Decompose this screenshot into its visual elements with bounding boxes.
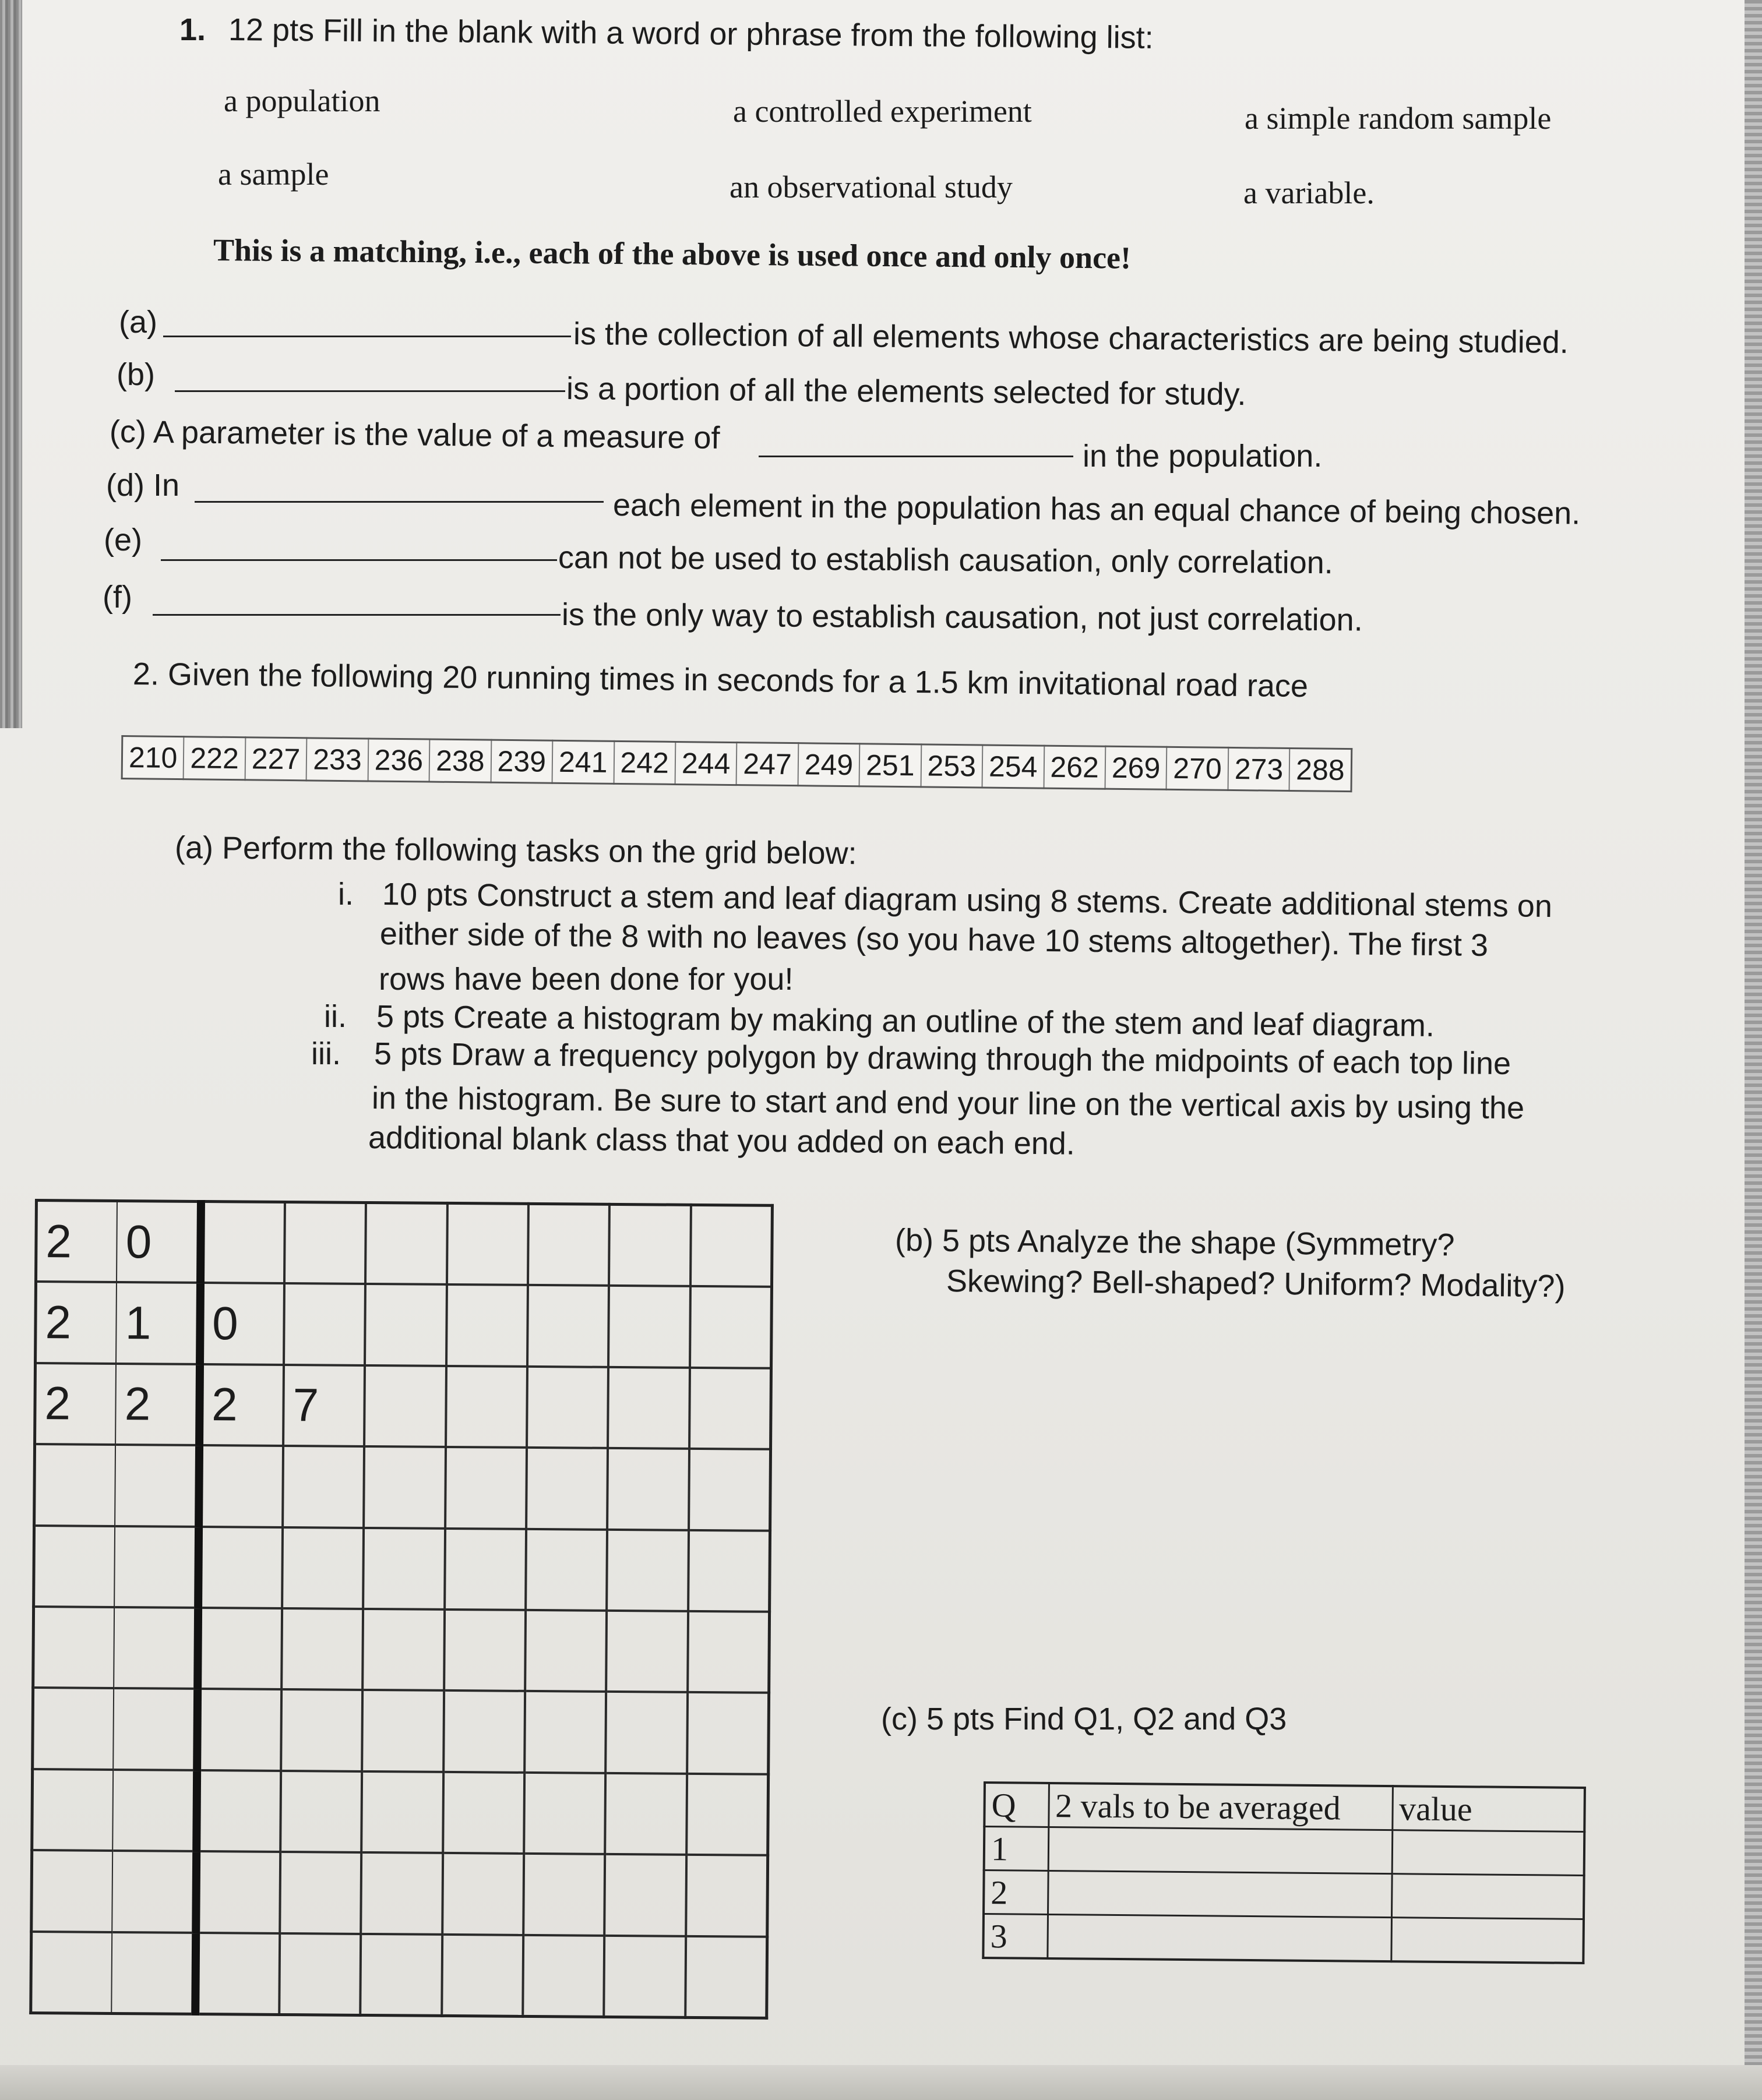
task-i-line-1: 10 pts Construct a stem and leaf diagram using 8 stems. Create additional stems on bbox=[382, 877, 1553, 924]
leaf-cell[interactable] bbox=[607, 1448, 689, 1530]
leaf-cell[interactable] bbox=[281, 1689, 362, 1771]
leaf-cell[interactable] bbox=[443, 1690, 525, 1772]
leaf-cell[interactable] bbox=[607, 1529, 688, 1611]
choice-observational-study: an observational study bbox=[730, 170, 1013, 204]
running-time-cell: 273 bbox=[1228, 747, 1289, 790]
choice-variable: a variable. bbox=[1243, 175, 1375, 210]
stem-cell[interactable]: 2 bbox=[115, 1364, 199, 1445]
stem-cell[interactable] bbox=[34, 1526, 115, 1607]
leaf-cell[interactable] bbox=[364, 1365, 446, 1447]
item-a-label: (a) bbox=[119, 305, 157, 340]
leaf-cell[interactable] bbox=[196, 1770, 281, 1852]
leaf-cell[interactable] bbox=[195, 1932, 280, 2014]
stem-cell[interactable] bbox=[31, 1932, 112, 2014]
quartile-label: 1 bbox=[984, 1827, 1049, 1871]
leaf-cell[interactable] bbox=[524, 1691, 606, 1773]
leaf-cell[interactable] bbox=[527, 1285, 609, 1367]
stem-cell[interactable] bbox=[115, 1445, 199, 1526]
stem-cell[interactable] bbox=[34, 1444, 116, 1526]
leaf-cell[interactable] bbox=[446, 1366, 527, 1448]
leaf-cell[interactable] bbox=[365, 1202, 447, 1284]
leaf-cell[interactable] bbox=[605, 1773, 686, 1855]
running-time-cell: 253 bbox=[921, 744, 982, 788]
stem-cell[interactable] bbox=[32, 1769, 114, 1851]
running-time-cell: 270 bbox=[1167, 747, 1228, 790]
leaf-cell[interactable] bbox=[444, 1610, 526, 1691]
leaf-cell[interactable] bbox=[605, 1692, 687, 1773]
item-a-text: is the collection of all elements whose characteristics are being studied. bbox=[573, 316, 1569, 360]
leaf-cell[interactable] bbox=[608, 1367, 689, 1449]
running-time-cell: 269 bbox=[1105, 746, 1167, 789]
grid-row bbox=[36, 1282, 772, 1368]
leaf-cell[interactable] bbox=[525, 1610, 607, 1692]
leaf-cell[interactable] bbox=[690, 1205, 773, 1287]
q2-header: 2. Given the following 20 running times in seconds for a 1.5 km invitational road race bbox=[132, 657, 1309, 704]
leaf-cell[interactable] bbox=[527, 1367, 608, 1448]
part-b-line-2: Skewing? Bell-shaped? Uniform? Modality?) bbox=[946, 1263, 1566, 1304]
task-i-line-2: either side of the 8 with no leaves (so you have 10 stems altogether). The first 3 bbox=[379, 916, 1489, 963]
leaf-cell[interactable] bbox=[523, 1935, 604, 2017]
table-surface bbox=[0, 2065, 1762, 2100]
running-time-cell: 227 bbox=[245, 737, 306, 781]
item-e-text: can not be used to establish causation, only correlation. bbox=[558, 540, 1334, 581]
stem-cell[interactable] bbox=[33, 1607, 115, 1688]
leaf-cell[interactable] bbox=[198, 1608, 282, 1689]
stem-cell[interactable]: 2 bbox=[36, 1201, 118, 1283]
stem-cell[interactable] bbox=[31, 1850, 113, 1932]
part-a-instruction: (a) Perform the following tasks on the grid below: bbox=[174, 830, 857, 871]
stem-cell[interactable] bbox=[112, 1851, 196, 1932]
quartile-row bbox=[984, 1870, 1584, 1919]
stem-cell[interactable]: 1 bbox=[116, 1282, 200, 1364]
leaf-cell[interactable] bbox=[609, 1204, 690, 1286]
leaf-cell[interactable] bbox=[526, 1529, 607, 1610]
leaf-cell[interactable] bbox=[361, 1852, 443, 1934]
task-iii-line-1: 5 pts Draw a frequency polygon by drawing through the midpoints of each top line bbox=[373, 1036, 1511, 1082]
quartile-label: 3 bbox=[983, 1914, 1048, 1958]
q1-header: 12 pts Fill in the blank with a word or phrase from the following list: bbox=[228, 12, 1154, 55]
quartile-header-row bbox=[984, 1783, 1585, 1831]
quartile-header: 2 vals to be averaged bbox=[1048, 1783, 1393, 1830]
running-time-cell: 233 bbox=[306, 738, 368, 781]
quartile-answer-cell[interactable] bbox=[1048, 1870, 1392, 1917]
page-edge-left bbox=[0, 0, 22, 728]
item-d-text: each element in the population has an equal chance of being chosen. bbox=[612, 488, 1581, 531]
leaf-cell[interactable] bbox=[445, 1529, 526, 1610]
leaf-cell[interactable] bbox=[604, 1935, 686, 2017]
leaf-cell[interactable] bbox=[284, 1202, 366, 1284]
leaf-cell[interactable] bbox=[364, 1528, 445, 1610]
leaf-cell[interactable] bbox=[280, 1771, 362, 1852]
running-time-cell: 222 bbox=[184, 737, 245, 780]
item-e-label: (e) bbox=[104, 523, 142, 557]
leaf-cell[interactable]: 0 bbox=[200, 1283, 284, 1364]
quartile-row bbox=[983, 1914, 1584, 1963]
item-c-label: (c) A parameter is the value of a measure of bbox=[109, 414, 720, 456]
running-time-cell: 244 bbox=[675, 742, 737, 785]
q1-number: 1. bbox=[179, 12, 206, 47]
leaf-cell[interactable] bbox=[362, 1771, 443, 1853]
leaf-cell[interactable] bbox=[686, 1855, 768, 1936]
grid-row bbox=[34, 1444, 771, 1530]
leaf-cell[interactable] bbox=[689, 1368, 771, 1449]
quartile-answer-cell[interactable] bbox=[1047, 1914, 1391, 1961]
quartile-table bbox=[982, 1781, 1586, 1964]
leaf-cell[interactable] bbox=[364, 1446, 445, 1528]
choice-population: a population bbox=[224, 83, 380, 118]
leaf-cell[interactable] bbox=[361, 1933, 442, 2016]
item-e-blank[interactable] bbox=[161, 553, 557, 561]
grid-row bbox=[33, 1607, 770, 1693]
leaf-cell[interactable] bbox=[688, 1611, 770, 1693]
stem-cell[interactable] bbox=[113, 1688, 197, 1770]
item-f-text: is the only way to establish causation, not just correlation. bbox=[561, 597, 1363, 638]
leaf-cell[interactable] bbox=[196, 1851, 280, 1933]
item-f-label: (f) bbox=[103, 580, 132, 615]
quartile-label: 2 bbox=[984, 1870, 1048, 1915]
running-time-cell: 236 bbox=[368, 739, 429, 782]
leaf-cell[interactable]: 7 bbox=[283, 1365, 365, 1446]
leaf-cell[interactable] bbox=[365, 1284, 446, 1365]
item-b-blank[interactable] bbox=[175, 384, 565, 392]
item-b-text: is a portion of all the elements selected for study. bbox=[566, 371, 1246, 412]
stem-cell[interactable] bbox=[33, 1688, 114, 1769]
running-time-cell: 247 bbox=[736, 743, 798, 786]
quartile-answer-cell[interactable] bbox=[1048, 1827, 1393, 1873]
running-time-cell: 238 bbox=[429, 739, 491, 782]
running-time-cell: 251 bbox=[859, 744, 921, 787]
stem-cell[interactable]: 2 bbox=[36, 1282, 117, 1363]
leaf-cell[interactable] bbox=[604, 1854, 686, 1936]
grid-row bbox=[31, 1932, 767, 2018]
leaf-cell[interactable] bbox=[443, 1772, 524, 1854]
leaf-cell[interactable] bbox=[447, 1203, 528, 1285]
quartile-row bbox=[984, 1827, 1585, 1876]
leaf-cell[interactable] bbox=[280, 1852, 361, 1933]
leaf-cell[interactable] bbox=[524, 1773, 605, 1854]
running-time-cell: 210 bbox=[122, 736, 184, 779]
leaf-cell[interactable] bbox=[282, 1527, 364, 1609]
stem-cell[interactable]: 0 bbox=[117, 1201, 200, 1283]
leaf-cell[interactable] bbox=[363, 1609, 445, 1690]
part-c-instruction: (c) 5 pts Find Q1, Q2 and Q3 bbox=[881, 1702, 1287, 1737]
quartile-answer-cell[interactable] bbox=[1391, 1918, 1584, 1963]
task-iii-line-2: in the histogram. Be sure to start and end your line on the vertical axis by using the bbox=[371, 1081, 1525, 1126]
stem-cell[interactable] bbox=[112, 1932, 196, 2014]
leaf-cell[interactable] bbox=[688, 1530, 770, 1611]
leaf-cell[interactable] bbox=[362, 1690, 444, 1771]
item-b-label: (b) bbox=[117, 357, 155, 392]
matching-note: This is a matching, i.e., each of the above is used once and only once! bbox=[213, 232, 1132, 276]
leaf-cell[interactable] bbox=[445, 1447, 527, 1529]
task-ii-number: ii. bbox=[324, 999, 347, 1034]
quartile-answer-cell[interactable] bbox=[1392, 1830, 1585, 1876]
grid-row bbox=[32, 1769, 769, 1855]
leaf-cell[interactable] bbox=[283, 1446, 364, 1527]
running-time-cell: 249 bbox=[798, 743, 859, 786]
page-edge-right bbox=[1745, 0, 1762, 2100]
leaf-cell[interactable] bbox=[606, 1611, 688, 1692]
leaf-cell[interactable] bbox=[685, 1936, 767, 2018]
leaf-cell[interactable] bbox=[442, 1853, 524, 1935]
leaf-cell[interactable] bbox=[526, 1448, 608, 1529]
choice-sample: a sample bbox=[218, 157, 329, 192]
running-time-cell: 239 bbox=[491, 740, 552, 783]
stem-cell[interactable] bbox=[114, 1526, 198, 1608]
running-time-cell: 288 bbox=[1289, 749, 1352, 792]
running-time-cell: 242 bbox=[614, 741, 675, 784]
leaf-cell[interactable] bbox=[200, 1201, 285, 1283]
grid-row bbox=[35, 1363, 771, 1449]
item-d-label: (d) In bbox=[106, 468, 180, 503]
stem-cell[interactable]: 2 bbox=[35, 1363, 117, 1445]
leaf-cell[interactable] bbox=[442, 1934, 523, 2016]
leaf-cell[interactable] bbox=[528, 1203, 609, 1286]
grid-row bbox=[31, 1850, 768, 1936]
grid-row bbox=[36, 1201, 773, 1287]
running-time-cell: 262 bbox=[1044, 746, 1105, 789]
item-d-blank[interactable] bbox=[195, 495, 604, 503]
task-iii-line-3: additional blank class that you added on each end. bbox=[368, 1120, 1076, 1162]
quartile-header: Q bbox=[984, 1783, 1049, 1827]
leaf-cell[interactable] bbox=[279, 1933, 361, 2015]
choice-simple-random-sample: a simple random sample bbox=[1245, 101, 1552, 136]
quartile-answer-cell[interactable] bbox=[1391, 1874, 1584, 1919]
item-c-text: in the population. bbox=[1083, 439, 1323, 474]
leaf-cell[interactable] bbox=[284, 1283, 365, 1365]
task-i-number: i. bbox=[338, 877, 354, 912]
leaf-cell[interactable] bbox=[687, 1692, 769, 1774]
stem-leaf-grid[interactable] bbox=[29, 1199, 774, 2020]
part-b-line-1: (b) 5 pts Analyze the shape (Symmetry? bbox=[894, 1223, 1455, 1263]
running-time-cell: 241 bbox=[552, 740, 614, 783]
stem-cell[interactable] bbox=[112, 1770, 196, 1851]
leaf-cell[interactable] bbox=[199, 1445, 283, 1527]
grid-row bbox=[33, 1688, 769, 1774]
item-c-blank[interactable] bbox=[759, 450, 1073, 457]
leaf-cell[interactable] bbox=[446, 1284, 528, 1366]
grid-row bbox=[34, 1526, 770, 1612]
leaf-cell[interactable] bbox=[608, 1286, 690, 1367]
item-a-blank[interactable] bbox=[163, 330, 571, 337]
stem-cell[interactable] bbox=[114, 1607, 198, 1689]
leaf-cell[interactable] bbox=[197, 1689, 281, 1770]
leaf-cell[interactable] bbox=[690, 1286, 772, 1368]
leaf-cell[interactable] bbox=[689, 1449, 771, 1530]
leaf-cell[interactable] bbox=[198, 1527, 283, 1608]
task-i-line-3: rows have been done for you! bbox=[379, 962, 794, 997]
choice-controlled-experiment: a controlled experiment bbox=[733, 94, 1032, 129]
item-f-blank[interactable] bbox=[153, 608, 561, 616]
leaf-cell[interactable] bbox=[686, 1774, 769, 1855]
leaf-cell[interactable] bbox=[281, 1608, 363, 1690]
leaf-cell[interactable]: 2 bbox=[199, 1364, 284, 1446]
quartile-header: value bbox=[1392, 1786, 1585, 1831]
task-iii-number: iii. bbox=[311, 1036, 341, 1071]
leaf-cell[interactable] bbox=[523, 1854, 605, 1935]
task-ii-line-1: 5 pts Create a histogram by making an outline of the stem and leaf diagram. bbox=[376, 999, 1435, 1043]
running-time-cell: 254 bbox=[982, 745, 1044, 788]
